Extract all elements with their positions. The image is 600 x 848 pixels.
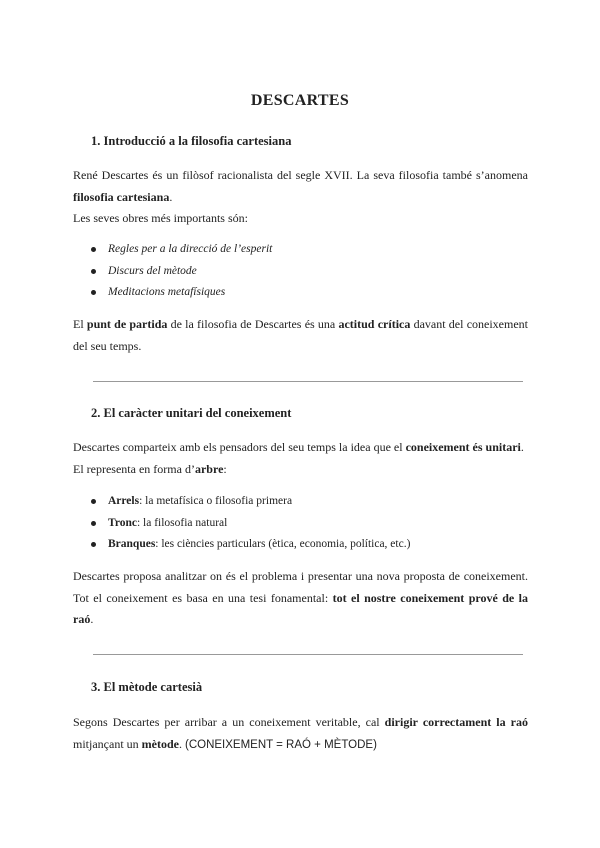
list-item: Meditacions metafísiques <box>90 282 272 304</box>
list-item: Branques: les ciències particulars (ètica, economia, política, etc.) <box>90 534 410 556</box>
list-item: Arrels: la metafísica o filosofia primera <box>90 491 410 513</box>
bold-term: filosofia cartesiana <box>73 189 170 204</box>
section-1-paragraph-3: El punt de partida de la filosofia de Descartes és una actitud crítica davant del coneixement del seu temps. <box>73 317 528 353</box>
list-item: Tronc: la filosofia natural <box>90 513 410 535</box>
section-1-paragraph-1: René Descartes és un filòsof racionalista del segle XVII. La seva filosofia també s’anomena filosofia cartesiana. Les seves obres més importants són: <box>73 168 528 225</box>
list-item: Discurs del mètode <box>90 261 272 283</box>
bullet-icon <box>91 247 96 252</box>
section-1-heading: 1. Introducció a la filosofia cartesiana <box>91 134 292 148</box>
section-3-heading: 3. El mètode cartesià <box>91 680 203 694</box>
section-1-paragraph-2: Les seves obres més importants són: <box>73 211 248 225</box>
bullet-icon <box>91 499 96 504</box>
page-title: DESCARTES <box>250 92 350 109</box>
works-list <box>90 239 272 304</box>
bullet-icon <box>91 521 96 526</box>
bullet-icon <box>91 269 96 274</box>
method-formula: (CONEIXEMENT = RAÓ + MÈTODE) <box>184 738 377 751</box>
section-2-paragraph-3: Descartes proposa analitzar on és el problema i presentar una nova proposta de coneixement. Tot el coneixement es basa en una tesi fonamental: tot el nostre coneixement prové de la raó. <box>73 569 528 626</box>
section-2-paragraph-1: Descartes comparteix amb els pensadors del seu temps la idea que el coneixement és unitari. El representa en forma d’arbre: <box>73 440 524 476</box>
bullet-icon <box>91 542 96 547</box>
section-3-paragraph-1: Segons Descartes per arribar a un coneixement veritable, cal dirigir correctament la raó mitjançant un mètode. (CONEIXEMENT = RAÓ + MÈTODE) <box>73 715 528 751</box>
bullet-icon <box>91 290 96 295</box>
section-2-heading: 2. El caràcter unitari del coneixement <box>91 406 292 420</box>
list-item: Regles per a la direcció de l’esperit <box>90 239 272 261</box>
section-divider <box>93 381 523 382</box>
section-divider <box>93 654 523 655</box>
tree-parts-list <box>90 491 410 556</box>
key-thesis: tot el nostre coneixement prové de la raó <box>73 590 528 626</box>
